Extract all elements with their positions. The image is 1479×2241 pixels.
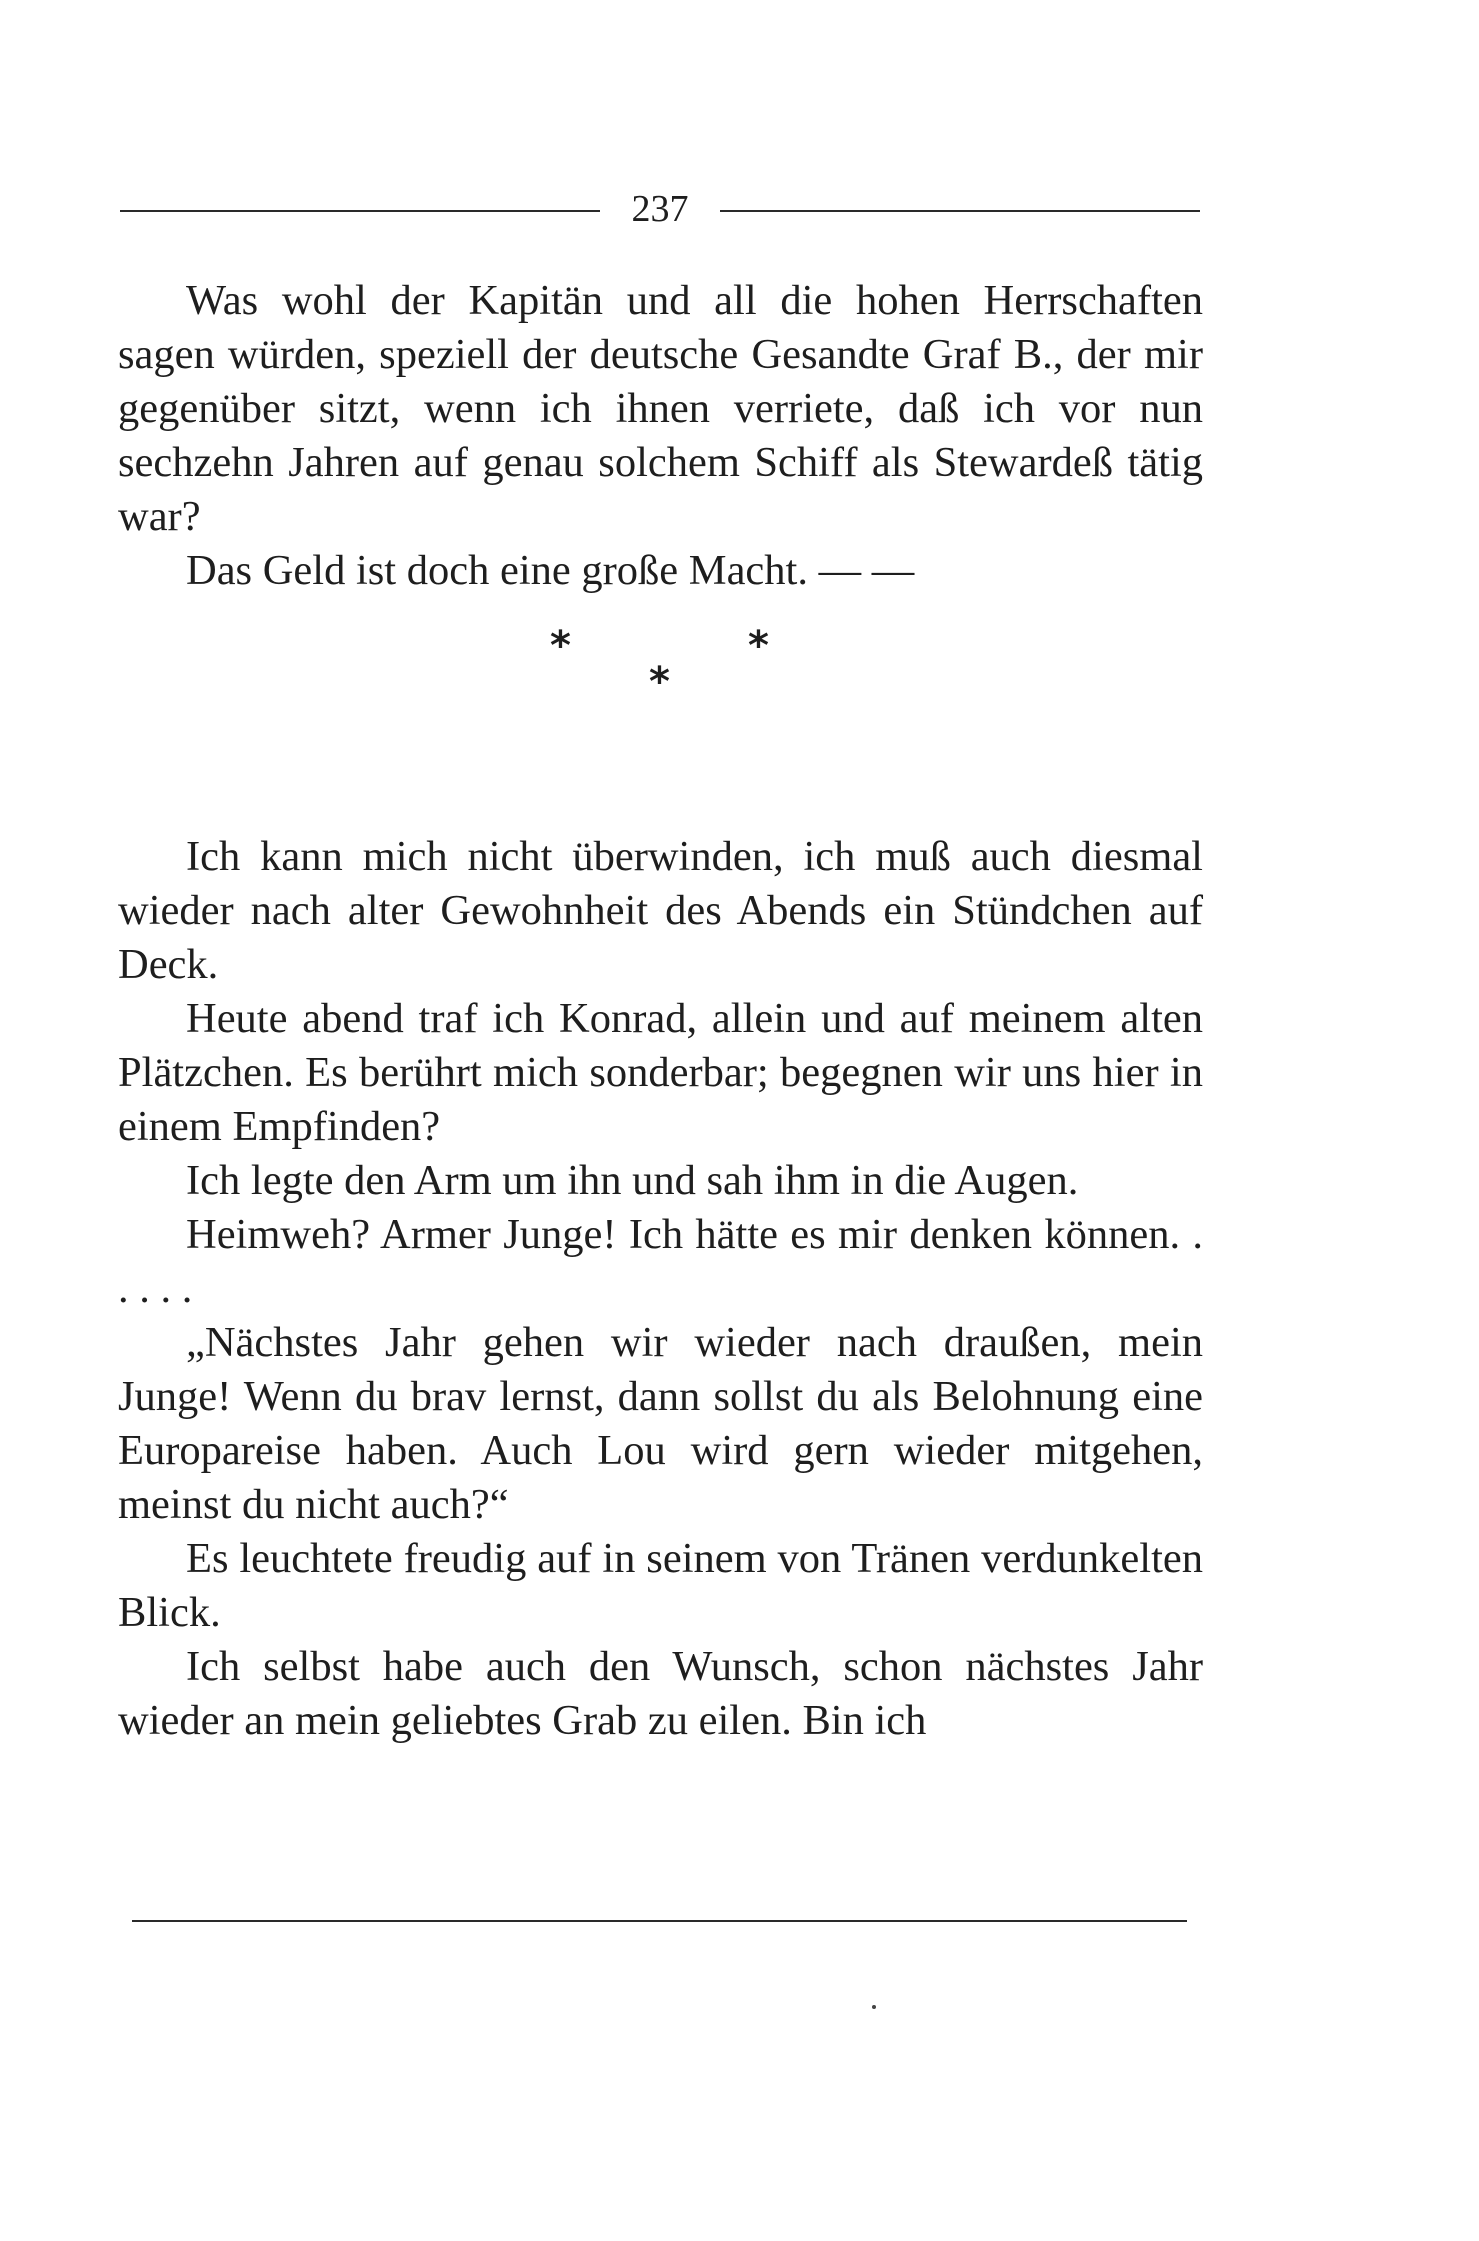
paragraph: Was wohl der Kapitän und all die hohen Herrschaften sagen würden, speziell der deutsche Gesandte Graf B., der mir gegenüber sitzt, wenn ich ihnen verriete, daß ich vor nun sechzehn Jahren auf genau solchem Schiff als Stewardeß tätig war? — [118, 277, 1203, 540]
print-speck — [872, 2005, 876, 2009]
paragraph: Ich legte den Arm um ihn und sah ihm in die Augen. — [186, 1157, 1079, 1204]
page-header — [120, 180, 1200, 240]
paragraph: Ich selbst habe auch den Wunsch, schon nächstes Jahr wieder an mein geliebtes Grab zu eilen. Bin ich — [118, 1643, 1203, 1744]
footer-rule — [132, 1920, 1187, 1922]
asterisk-icon: * — [748, 623, 769, 669]
paragraph: Das Geld ist doch eine große Macht. — — — [186, 547, 915, 594]
asterisk-icon: * — [550, 623, 571, 669]
header-rule-left — [120, 210, 600, 212]
section-break-asterism — [118, 598, 1203, 830]
asterisk-icon: * — [649, 659, 670, 705]
paragraph: „Nächstes Jahr gehen wir wieder nach draußen, mein Junge! Wenn du brav lernst, dann sollst du als Belohnung eine Europareise haben. Auch Lou wird gern wieder mitgehen, meinst du nicht auch?“ — [118, 1319, 1203, 1528]
paragraph: Ich kann mich nicht überwinden, ich muß auch diesmal wieder nach alter Gewohnheit des Abends ein Stündchen auf Deck. — [118, 833, 1203, 988]
paragraph: Heute abend traf ich Konrad, allein und auf meinem alten Plätzchen. Es berührt mich sonderbar; begegnen wir uns hier in einem Empfinden? — [118, 995, 1203, 1150]
paragraph: Heimweh? Armer Junge! Ich hätte es mir denken können. . . . . . — [118, 1211, 1203, 1312]
page-number: 237 — [631, 188, 689, 230]
header-rule-right — [720, 210, 1200, 212]
paragraph: Es leuchtete freudig auf in seinem von Tränen verdunkelten Blick. — [118, 1535, 1203, 1636]
body-text — [118, 274, 1203, 1748]
